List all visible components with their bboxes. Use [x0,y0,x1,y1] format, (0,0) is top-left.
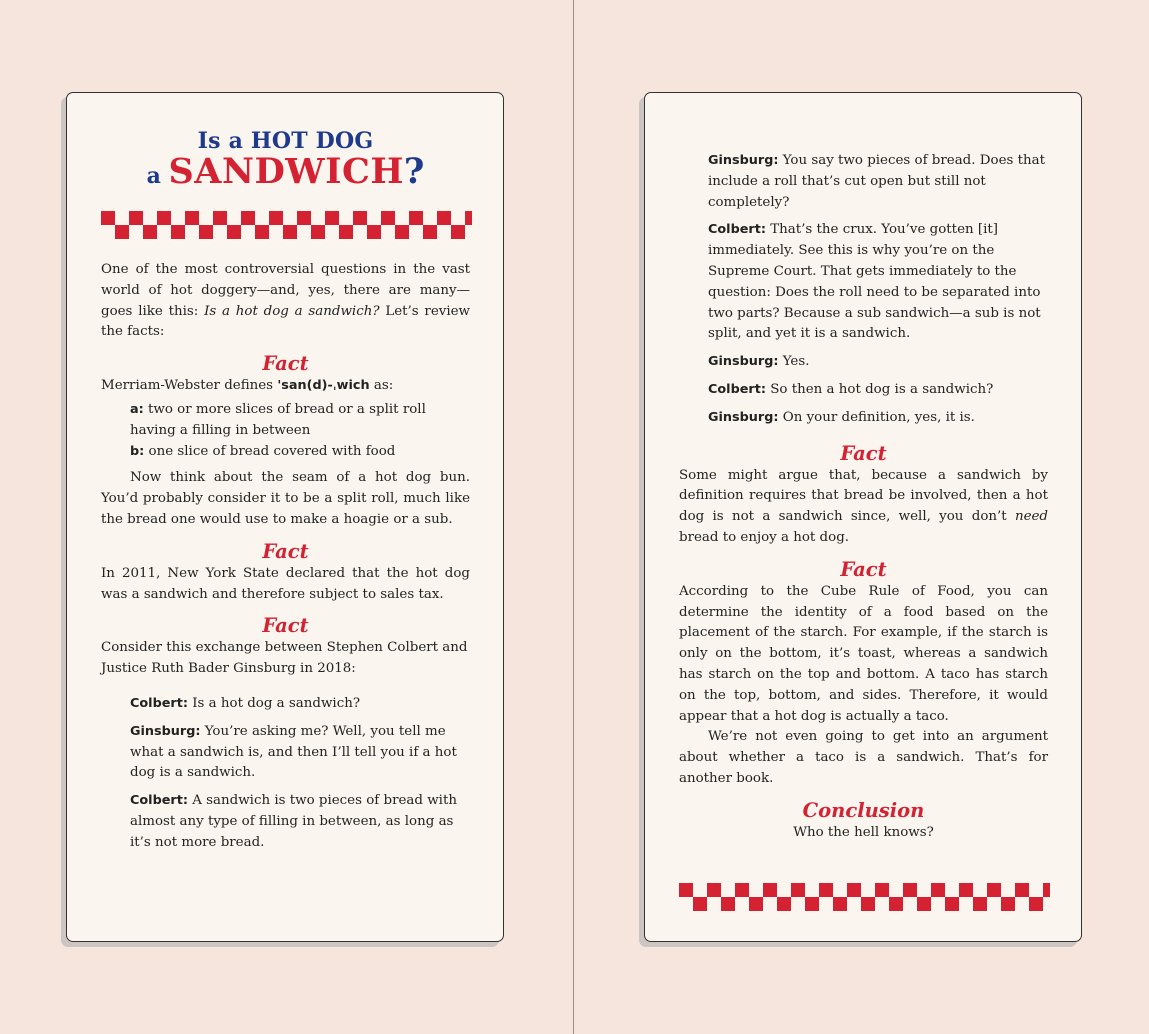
checker-square [847,883,861,897]
definition-b: b: one slice of bread covered with food [130,443,396,459]
intro-paragraph: One of the most controversial questions in the vast world of hot doggery—and, yes, there are many—goes like this: Is a hot dog a sandwich? Let’s review the facts: [101,262,470,340]
checker-square [283,225,297,239]
checker-square [945,897,959,911]
fact2-paragraph: In 2011, New York State declared that the hot dog was a sandwich and therefore subject to sales tax. [101,565,470,602]
dialogue-block [679,151,1048,429]
checker-square [763,883,777,897]
checker-square [367,225,381,239]
fact-heading: Fact [840,557,887,581]
fact-heading: Fact [262,614,309,638]
fact-heading: Fact [840,441,887,465]
checker-square [185,211,199,225]
checker-square [115,225,129,239]
checker-square [707,883,721,897]
right-body [679,151,1048,844]
checker-square [297,211,311,225]
fact5-paragraph: According to the Cube Rule of Food, you can determine the identity of a food based on the placement of the starch. For example, if the starch is only on the bottom, it’s toast, whereas a sandwich has starch on the top and bottom. A taco has starch on the top, bottom, and sides. Therefore, it would appear that a hot dog is actually a taco. [679,583,1048,724]
left-body [101,260,470,854]
checker-square [1029,897,1043,911]
page-title [101,128,470,192]
dialogue-line: Ginsburg: Yes. [708,354,810,370]
dialogue-line: Ginsburg: On your definition, yes, it is. [708,409,975,425]
checker-square [465,211,472,225]
checker-square [101,211,115,225]
checker-pattern [679,883,1050,911]
checker-square [959,883,973,897]
checker-square [679,883,693,897]
title-line-2-prefix: a [146,163,161,189]
checker-square [749,897,763,911]
checker-square [171,225,185,239]
fact1-definition-lead: Merriam-Webster defines 'san(d)-ˌwich as: [101,378,394,394]
checker-square [833,897,847,911]
fact4-paragraph: Some might argue that, because a sandwich by definition requires that bread be involved, then a hot dog is not a sandwich since, well, you don’t need bread to enjoy a hot dog. [679,467,1048,545]
dialogue-line: Colbert: That’s the crux. You’ve gotten [it] immediately. See this is why you’re on the Supreme Court. That gets immediately to the question: Does the roll need to be separated into two parts? Because a sub sandwich—a sub is not split, and yet it is a sandwich. [708,222,1041,342]
checker-square [325,211,339,225]
checker-square [777,897,791,911]
conclusion-text: Who the hell knows? [793,824,934,840]
checker-square [353,211,367,225]
dialogue-block [101,694,470,854]
checker-square [381,211,395,225]
dialogue-line: Colbert: So then a hot dog is a sandwich? [708,381,994,397]
fact-heading: Fact [262,539,309,563]
book-gutter [573,0,574,1034]
checker-square [735,883,749,897]
checker-square [1001,897,1015,911]
checker-square [693,897,707,911]
checker-square [451,225,465,239]
checker-square [917,897,931,911]
checker-square [791,883,805,897]
checker-square [437,211,451,225]
checker-square [269,211,283,225]
checker-square [1015,883,1029,897]
checker-square [395,225,409,239]
checker-square [255,225,269,239]
left-page-card [66,92,504,942]
checker-divider-bottom [679,883,1048,911]
checker-square [1043,883,1050,897]
checker-pattern [101,211,472,239]
checker-square [199,225,213,239]
checker-square [805,897,819,911]
checker-square [931,883,945,897]
fact5-paragraph-2: We’re not even going to get into an argument about whether a taco is a sandwich. That’s for another book. [679,729,1048,786]
checker-square [423,225,437,239]
dialogue-line: Ginsburg: You’re asking me? Well, you tell me what a sandwich is, and then I’ll tell you if a hot dog is a sandwich. [130,723,457,781]
fact-heading: Fact [262,352,309,376]
checker-square [903,883,917,897]
dialogue-line: Colbert: A sandwich is two pieces of bread with almost any type of filling in between, as long as it’s not more bread. [130,793,457,850]
checker-square [721,897,735,911]
checker-square [311,225,325,239]
checker-square [861,897,875,911]
checker-square [409,211,423,225]
checker-square [143,225,157,239]
checker-square [339,225,353,239]
definition-a: a: two or more slices of bread or a split roll having a filling in between [130,401,426,438]
checker-square [889,897,903,911]
dialogue-line: Colbert: Is a hot dog a sandwich? [130,695,361,711]
checker-square [129,211,143,225]
title-question-mark: ? [403,151,425,192]
dialogue-line: Ginsburg: You say two pieces of bread. Does that include a roll that’s cut open but still not completely? [708,153,1045,210]
checker-square [973,897,987,911]
checker-square [157,211,171,225]
title-sandwich: SANDWICH [168,151,404,192]
checker-square [213,211,227,225]
checker-square [241,211,255,225]
checker-square [987,883,1001,897]
fact1-paragraph: Now think about the seam of a hot dog bun. You’d probably consider it to be a split roll, much like the bread one would use to make a hoagie or a sub. [101,470,470,527]
title-line-1: Is a HOT DOG [197,128,374,154]
fact3-paragraph: Consider this exchange between Stephen Colbert and Justice Ruth Bader Ginsburg in 2018: [101,640,468,677]
checker-square [875,883,889,897]
conclusion-heading: Conclusion [802,798,925,822]
checker-divider-top [101,211,470,239]
checker-square [819,883,833,897]
right-page-card [644,92,1082,942]
checker-square [227,225,241,239]
